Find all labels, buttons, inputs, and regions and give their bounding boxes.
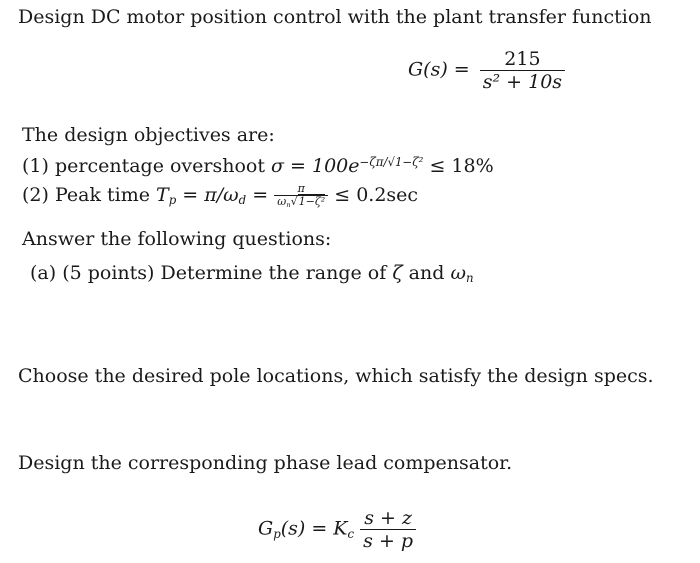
comp-k-sub: c	[347, 526, 355, 541]
plant-numerator: 215	[504, 48, 541, 70]
plant-lhs: G(s) =	[408, 58, 470, 81]
comp-lhs-G: G	[258, 517, 274, 540]
objective-1-expr: σ = 100e	[271, 155, 360, 177]
plant-denominator: s² + 10s	[480, 70, 565, 93]
objective-1	[22, 155, 494, 179]
objective-2-omega-sub: d	[238, 193, 247, 208]
part-a-omega: ω	[450, 262, 466, 284]
part-a	[30, 262, 474, 286]
design-compensator-text: Design the corresponding phase lead compensator.	[18, 452, 513, 474]
choose-poles-text: Choose the desired pole locations, which satisfy the design specs.	[18, 365, 654, 387]
part-a-zeta: ζ	[392, 262, 403, 284]
comp-numerator: s + z	[364, 507, 412, 529]
compensator-equation	[258, 507, 416, 552]
plant-equation	[408, 48, 565, 93]
plant-fraction	[480, 48, 565, 93]
objective-1-suffix: ≤ 18%	[429, 155, 494, 177]
part-a-omega-sub: n	[465, 271, 474, 286]
intro-text: Design DC motor position control with the plant transfer function	[18, 6, 652, 28]
frac-den-root: 1−ζ²	[298, 195, 326, 208]
objective-2	[22, 183, 418, 209]
answer-prompt: Answer the following questions:	[22, 228, 332, 250]
part-a-label: (a) (5 points) Determine the range of	[30, 262, 387, 284]
objective-2-T-sub: p	[168, 193, 177, 208]
objective-2-suffix: ≤ 0.2sec	[334, 184, 419, 206]
objectives-heading: The design objectives are:	[22, 124, 275, 146]
comp-lhs-sub: p	[273, 526, 281, 541]
objective-1-exponent: −ζπ/√1−ζ²	[359, 154, 424, 169]
sqrt-icon: √	[290, 195, 298, 208]
objective-2-prefix: (2) Peak time	[22, 184, 150, 206]
comp-denominator: s + p	[360, 529, 416, 552]
comp-lhs-rest: (s) = K	[280, 517, 348, 540]
objective-2-fraction	[274, 183, 328, 209]
objective-2-frac-num: π	[297, 182, 305, 195]
frac-den-omega: ω	[277, 195, 287, 208]
objective-2-eq: =	[246, 184, 269, 206]
frac-den-sub: n	[286, 200, 291, 209]
objective-2-frac-den	[274, 195, 328, 209]
part-a-and: and	[408, 262, 445, 284]
objective-2-mid: = π/ω	[176, 184, 239, 206]
objective-2-T: T	[156, 184, 169, 206]
comp-fraction	[360, 507, 416, 552]
objective-1-prefix: (1) percentage overshoot	[22, 155, 265, 177]
